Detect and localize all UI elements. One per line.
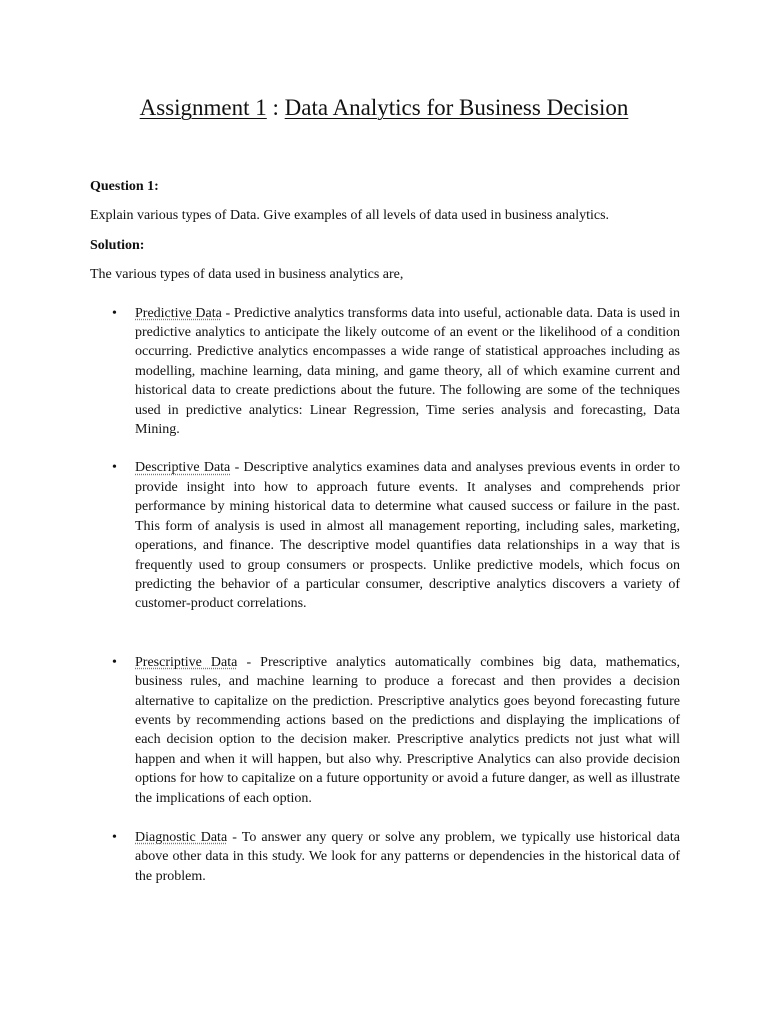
title-course: Data Analytics for Business Decision bbox=[284, 95, 629, 120]
document-title bbox=[0, 92, 768, 124]
document-body bbox=[90, 177, 680, 886]
title-separator: : bbox=[266, 95, 285, 120]
question-text: Explain various types of Data. Give examples of all levels of data used in business analytics. bbox=[90, 208, 610, 224]
term-descriptive-data: Descriptive Data bbox=[135, 460, 231, 476]
description-prescriptive-data: - Prescriptive analytics automatically combines big data, mathematics, business rules, and machine learning to produce a forecast and then provides a decision alternative to capitalize on the prediction. Prescriptive analytics goes beyond forecasting future events by recommending actions based on the predictions and displaying the implications of each decision option to the decision maker. Prescriptive analytics predicts not just what will happen and when it will happen, but also why. Prescriptive Analytics can also provide decision options for how to capitalize on a future opportunity or avoid a future danger, as well as illustrate the implications of each option. bbox=[135, 654, 681, 806]
data-types-list bbox=[90, 304, 680, 887]
bullet-icon: • bbox=[112, 829, 117, 845]
description-diagnostic-data: - To answer any query or solve any problem, we typically use historical data above other data in this study. We look for any patterns or dependencies in the historical data of the problem. bbox=[135, 829, 680, 884]
list-item-predictive bbox=[90, 304, 680, 440]
list-item-diagnostic bbox=[90, 828, 680, 886]
question-heading: Question 1: bbox=[90, 179, 159, 194]
bullet-icon: • bbox=[112, 654, 117, 670]
title-assignment: Assignment 1 bbox=[139, 95, 267, 120]
list-item-prescriptive bbox=[90, 653, 680, 808]
list-item-descriptive bbox=[90, 458, 680, 613]
description-predictive-data: - Predictive analytics transforms data into useful, actionable data. Data is used in predictive analytics to anticipate the likely outcome of an event or the likelihood of a condition occurring. Predictive analytics encompasses a wide range of statistical approaches including as modelling, machine learning, data mining, and game theory, all of which examine current and historical data to create predictions about the future. The following are some of the techniques used in predictive analytics: Linear Regression, Time series analysis and forecasting, Data Mining. bbox=[135, 305, 681, 438]
description-descriptive-data: - Descriptive analytics examines data and analyses previous events in order to provide insight into how to approach future events. It analyses and comprehends prior performance by mining historical data to determine what caused success or failure in the past. This form of analysis is used in almost all management reporting, including sales, marketing, operations, and finance. The descriptive model quantifies data relationships in a way that is frequently used to group consumers or prospects. Unlike predictive models, which focus on predicting the behavior of a particular consumer, descriptive analytics discovers a variety of customer-product correlations. bbox=[135, 460, 680, 612]
bullet-icon: • bbox=[112, 305, 117, 321]
term-diagnostic-data: Diagnostic Data bbox=[135, 829, 228, 845]
solution-heading: Solution: bbox=[90, 237, 145, 253]
term-predictive-data: Predictive Data bbox=[135, 305, 222, 321]
bullet-icon: • bbox=[112, 460, 117, 476]
term-prescriptive-data: Prescriptive Data bbox=[135, 654, 238, 670]
solution-intro: The various types of data used in business analytics are, bbox=[90, 267, 404, 283]
